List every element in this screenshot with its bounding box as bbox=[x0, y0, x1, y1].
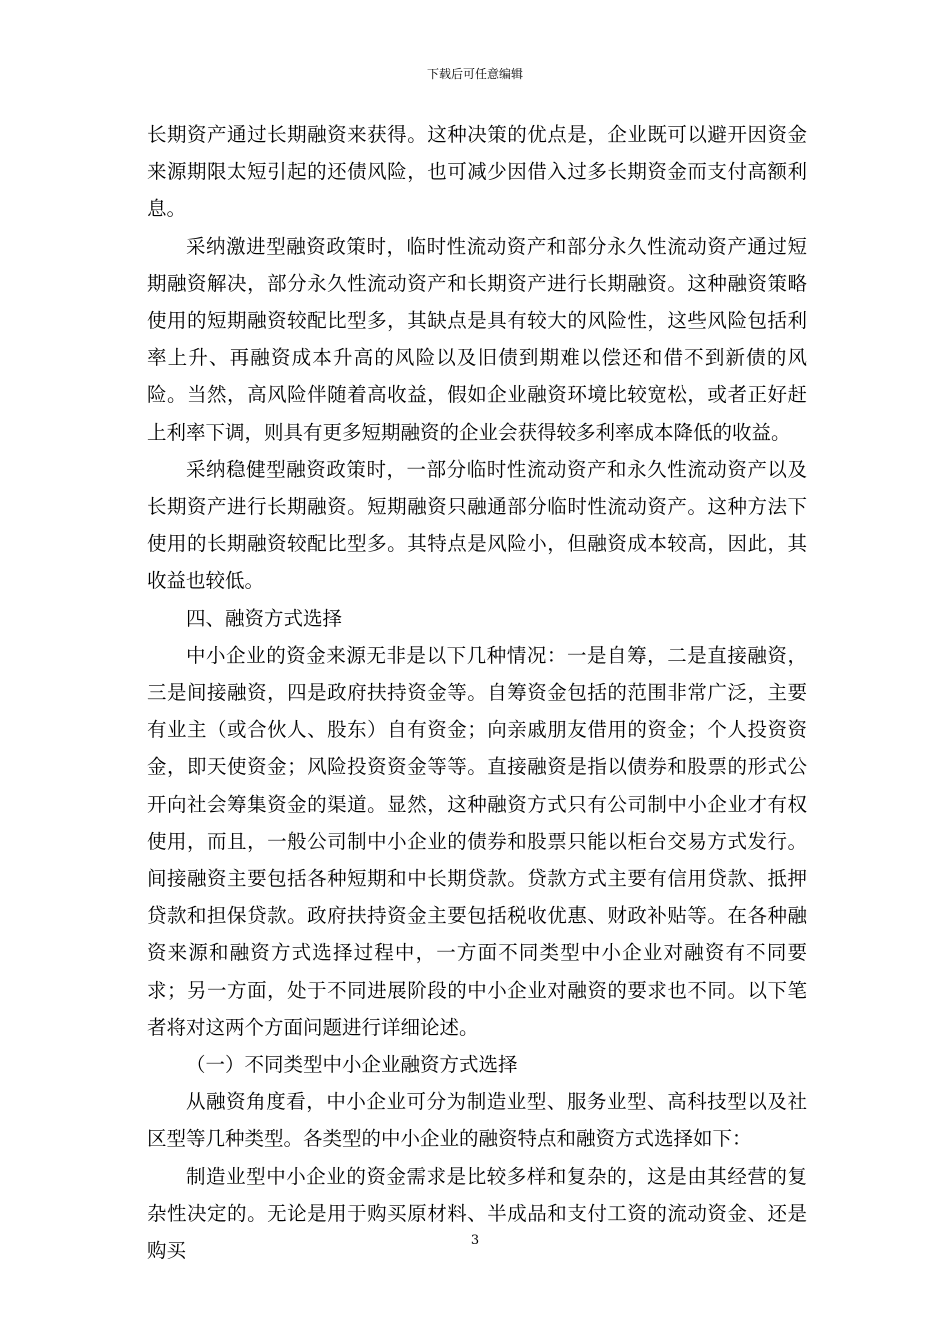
section-heading: 四、融资方式选择 bbox=[186, 606, 343, 630]
page-header: 下载后可任意编辑 bbox=[426, 67, 523, 81]
paragraph: 中小企业的资金来源无非是以下几种情况：一是自筹，二是直接融资，三是间接融资，四是政府扶持资金等。自筹资金包括的范围非常广泛，主要有业主（或合伙人、股东）自有资金；向亲戚朋友借用的资金；个人投资资金，即天使资金；风险投资资金等等。直接融资是指以债券和股票的形式公开向社会筹集资金的渠道。显然，这种融资方式只有公司制中小企业才有权使用，而且，一般公司制中小企业的债券和股票只能以柜台交易方式发行。间接融资主要包括各种短期和中长期贷款。贷款方式主要有信用贷款、抵押贷款和担保贷款。政府扶持资金主要包括税收优惠、财政补贴等。在各种融资来源和融资方式选择过程中，一方面不同类型中小企业对融资有不同要求；另一方面，处于不同进展阶段的中小企业对融资的要求也不同。以下笔者将对这两个方面问题进行详细论述。 bbox=[147, 643, 807, 1039]
paragraph: 长期资产通过长期融资来获得。这种决策的优点是，企业既可以避开因资金来源期限太短引起的还债风险，也可减少因借入过多长期资金而支付高额利息。 bbox=[147, 123, 807, 221]
paragraph: 制造业型中小企业的资金需求是比较多样和复杂的，这是由其经营的复杂性决定的。无论是用于购买原材料、半成品和支付工资的流动资金、还是购买 bbox=[147, 1164, 807, 1263]
page-number: 3 bbox=[470, 1233, 480, 1248]
document-body bbox=[147, 116, 807, 1269]
paragraph: 从融资角度看，中小企业可分为制造业型、服务业型、高科技型以及社区型等几种类型。各类型的中小企业的融资特点和融资方式选择如下： bbox=[147, 1090, 807, 1151]
paragraph: 采纳稳健型融资政策时，一部分临时性流动资产和永久性流动资产以及长期资产进行长期融资。短期融资只融通部分临时性流动资产。这种方法下使用的长期融资较配比型多。其特点是风险小，但融资成本较高，因此，其收益也较低。 bbox=[147, 457, 807, 593]
paragraph: 采纳激进型融资政策时，临时性流动资产和部分永久性流动资产通过短期融资解决，部分永久性流动资产和长期资产进行长期融资。这种融资策略使用的短期融资较配比型多，其缺点是具有较大的风险性，这些风险包括利率上升、再融资成本升高的风险以及旧债到期难以偿还和借不到新债的风险。当然，高风险伴随着高收益，假如企业融资环境比较宽松，或者正好赶上利率下调，则具有更多短期融资的企业会获得较多利率成本降低的收益。 bbox=[147, 234, 807, 444]
subsection-heading: （一）不同类型中小企业融资方式选择 bbox=[186, 1053, 518, 1077]
